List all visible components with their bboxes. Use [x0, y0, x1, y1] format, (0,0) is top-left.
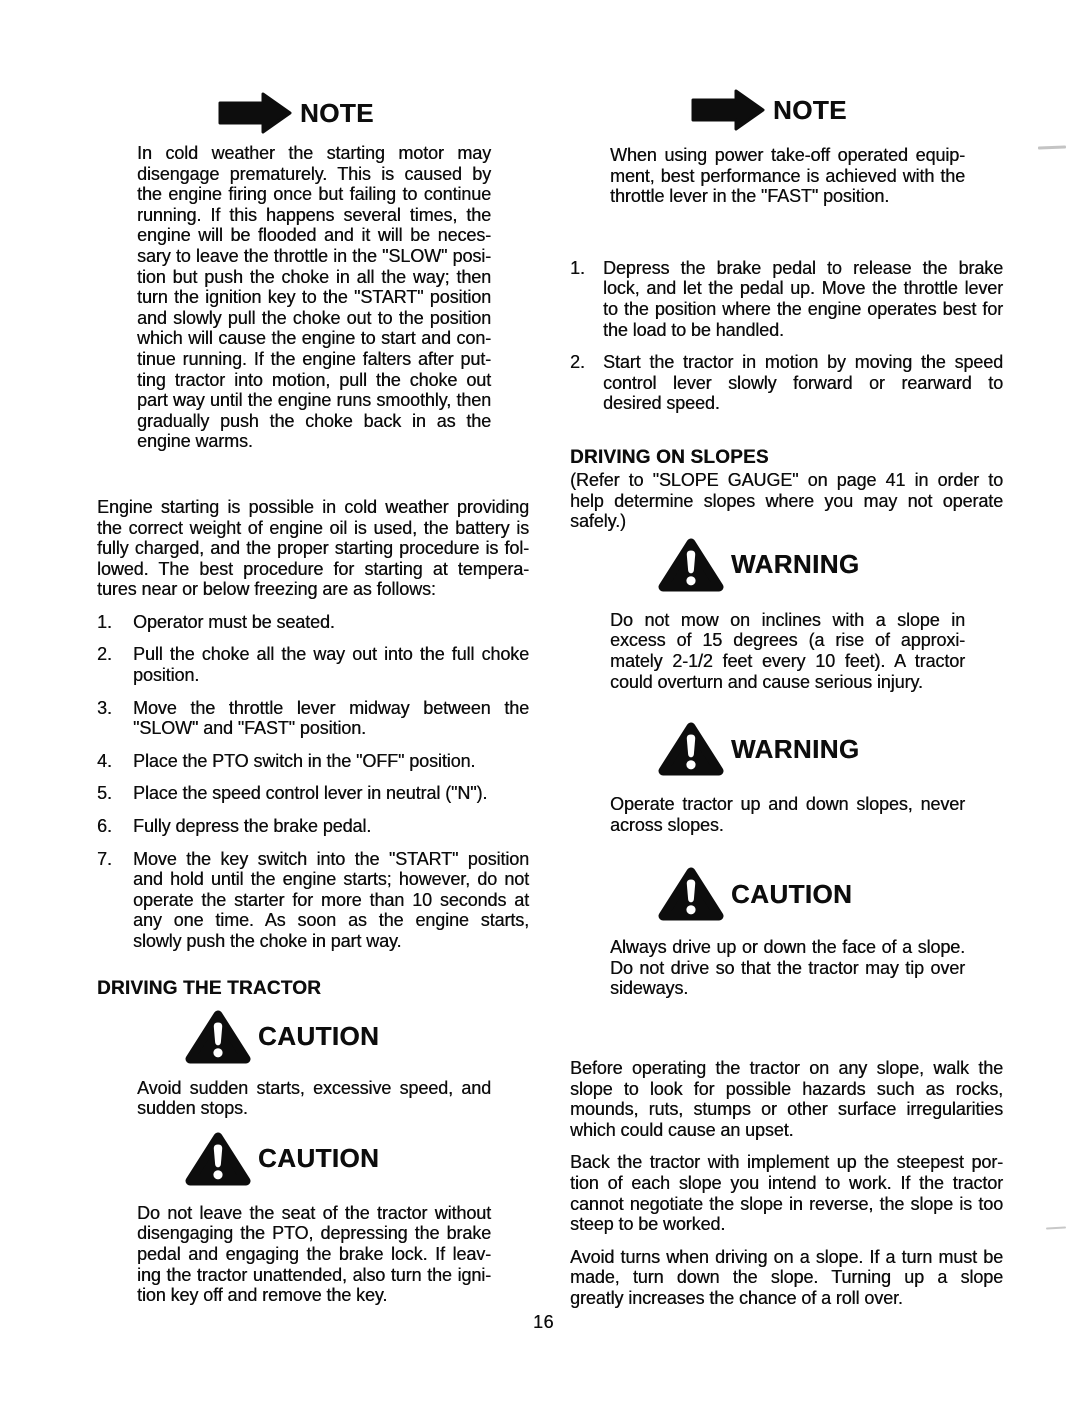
list-item — [97, 816, 529, 837]
always-drive-face-of-slope-paragraph — [610, 937, 965, 999]
driving-on-slopes-heading: DRIVING ON SLOPES — [570, 446, 769, 468]
caution-label: CAUTION — [731, 878, 853, 909]
warning-label: WARNING — [731, 549, 860, 580]
list-item-text — [133, 644, 529, 685]
text-line: tures near or below freezing are as follows: — [97, 579, 436, 600]
list-item — [97, 783, 529, 804]
text-line: Depress the brake pedal to release the brake — [603, 257, 1003, 278]
text-line: to the position where the engine operates best for — [603, 298, 1003, 319]
text-line: engine warms. — [137, 431, 253, 452]
text-line: any one time. As soon as the engine starts, — [133, 910, 529, 931]
text-line: gradually push the choke back in as the — [137, 410, 491, 431]
text-line: excess of 15 degrees (a rise of approxi- — [610, 630, 965, 651]
text-line: the load to be handled. — [603, 319, 784, 340]
text-line: running. If this happens several times, the — [137, 204, 491, 225]
list-item — [97, 849, 529, 952]
back-the-tractor-paragraph — [570, 1152, 1003, 1234]
text-line: Avoid sudden starts, excessive speed, and — [137, 1077, 491, 1098]
text-line: Place the speed control lever in neutral ("N"). — [133, 783, 488, 804]
list-item-text — [603, 258, 1003, 340]
note-arrow-icon — [217, 90, 293, 136]
text-line: slowly push the choke in part way. — [133, 931, 402, 951]
text-line: could overturn and cause serious injury. — [610, 671, 923, 692]
text-line: sary to leave the throttle in the "SLOW" posi- — [137, 245, 491, 266]
warning-triangle-icon — [658, 536, 724, 594]
text-line: ting tractor into motion, pull the choke out — [137, 369, 491, 390]
note-header — [217, 90, 529, 136]
starting-steps-list — [97, 612, 529, 952]
driving-steps-list — [570, 258, 1003, 414]
list-item — [570, 258, 1003, 340]
text-line: Always drive up or down the face of a slope. — [610, 937, 965, 958]
text-line: the engine firing once but failing to continue — [137, 184, 491, 205]
text-line: "SLOW" and "FAST" position. — [133, 718, 366, 739]
text-line: control lever slowly forward or rearward to — [603, 372, 1003, 393]
warning-triangle-icon — [185, 1008, 251, 1066]
driving-the-tractor-heading: DRIVING THE TRACTOR — [97, 977, 322, 999]
list-item-number: 2. — [97, 644, 112, 665]
text-line: steep to be worked. — [570, 1214, 726, 1235]
list-item-text — [603, 352, 1003, 414]
caution-header — [658, 865, 1003, 923]
text-line: fully charged, and the proper starting procedure is fol- — [97, 538, 529, 559]
text-line: Engine starting is possible in cold weather providing — [97, 496, 529, 517]
text-line: When using power take-off operated equip- — [610, 145, 965, 165]
text-line: Do not mow on inclines with a slope in — [610, 609, 965, 630]
left-column — [97, 0, 529, 1306]
warning-header-1 — [658, 536, 1003, 594]
do-not-mow-paragraph — [610, 610, 965, 692]
text-line: tion but push the choke in all the way; then — [137, 266, 491, 287]
caution-label: CAUTION — [258, 1143, 380, 1174]
list-item — [570, 352, 1003, 414]
text-line: position. — [133, 665, 200, 686]
caution-header-2 — [185, 1130, 529, 1188]
pto-note-paragraph — [610, 145, 965, 207]
avoid-turns-paragraph — [570, 1247, 1003, 1309]
text-line: Place the PTO switch in the "OFF" position. — [133, 750, 476, 771]
text-line: Move the throttle lever midway between the — [133, 697, 529, 718]
text-line: cannot negotiate the slope in reverse, the slope is too — [570, 1193, 1003, 1214]
text-line: tion key off and remove the key. — [137, 1285, 388, 1306]
text-line: and hold until the engine starts; however, do not — [133, 869, 529, 890]
list-item-text — [133, 849, 529, 952]
page-number: 16 — [533, 1312, 555, 1332]
text-line: which could cause an upset. — [570, 1119, 794, 1140]
text-line: Operator must be seated. — [133, 611, 335, 632]
list-item-number: 3. — [97, 697, 112, 718]
text-line: disengage prematurely. This is caused by — [137, 163, 491, 184]
text-line: Fully depress the brake pedal. — [133, 816, 372, 837]
before-operating-paragraph — [570, 1058, 1003, 1140]
text-line: ing the tractor unattended, also turn the igni- — [137, 1264, 491, 1285]
text-line: engine will be flooded and it will be neces- — [137, 225, 491, 246]
note-label: NOTE — [773, 94, 847, 125]
list-item-number: 7. — [97, 848, 112, 869]
text-line: Operate tractor up and down slopes, never — [610, 794, 965, 815]
text-line: Start the tractor in motion by moving the speed — [603, 352, 1003, 373]
warning-triangle-icon — [658, 720, 724, 778]
text-line: ment, best performance is achieved with the — [610, 165, 965, 186]
right-column — [570, 0, 1003, 1309]
text-line: Before operating the tractor on any slope, walk the — [570, 1058, 1003, 1079]
text-line: operate the starter for more than 10 seconds at — [133, 889, 529, 910]
engine-starting-paragraph — [97, 497, 529, 600]
text-line: safely.) — [570, 511, 626, 532]
list-item-text — [133, 783, 529, 804]
text-line: disengaging the PTO, depressing the brake — [137, 1223, 491, 1244]
caution-label: CAUTION — [258, 1021, 380, 1052]
text-line: Avoid turns when driving on a slope. If a turn must be — [570, 1246, 1003, 1267]
text-line: the correct weight of engine oil is used, the battery is — [97, 517, 529, 538]
list-item — [97, 751, 529, 772]
do-not-leave-seat-paragraph — [137, 1203, 491, 1306]
text-line: Back the tractor with implement up the steepest por- — [570, 1152, 1003, 1173]
text-line: throttle lever in the "FAST" position. — [610, 186, 890, 207]
text-line: turn the ignition key to the "START" position — [137, 287, 491, 308]
text-line: part way until the engine runs smoothly, then — [137, 390, 491, 411]
text-line: Do not drive so that the tractor may tip over — [610, 957, 965, 978]
text-line: and slowly pull the choke out to the position — [137, 307, 491, 328]
warning-header-2 — [658, 720, 1003, 778]
text-line: Move the key switch into the "START" position — [133, 848, 529, 869]
list-item-number: 1. — [570, 257, 585, 278]
list-item-number: 2. — [570, 352, 585, 373]
warning-label: WARNING — [731, 733, 860, 764]
text-line: which will cause the engine to start and con- — [137, 328, 491, 349]
list-item-number: 1. — [97, 611, 112, 632]
caution-header-1 — [185, 1008, 529, 1066]
text-line: lowed. The best procedure for starting at tempera- — [97, 558, 529, 579]
text-line: sideways. — [610, 978, 689, 999]
warning-triangle-icon — [185, 1130, 251, 1188]
text-line: tion of each slope you intend to work. If the tractor — [570, 1173, 1003, 1194]
text-line: lock, and let the pedal up. Move the throttle lever — [603, 278, 1003, 299]
text-line: Pull the choke all the way out into the full choke — [133, 644, 529, 665]
list-item-number: 6. — [97, 816, 112, 837]
scan-artifact — [1038, 146, 1066, 150]
list-item-text — [133, 751, 529, 772]
list-item-number: 4. — [97, 750, 112, 771]
text-line: In cold weather the starting motor may — [137, 143, 491, 163]
text-line: made, turn down the slope. Turning up a slope — [570, 1267, 1003, 1288]
note-arrow-icon — [690, 87, 766, 133]
text-line: across slopes. — [610, 814, 724, 835]
slope-gauge-reference-paragraph — [570, 470, 1003, 532]
list-item-number: 5. — [97, 783, 112, 804]
note-header — [690, 87, 1003, 133]
note-label: NOTE — [300, 97, 374, 128]
list-item-text — [133, 816, 529, 837]
text-line: tinue running. If the engine falters after put- — [137, 348, 491, 369]
text-line: desired speed. — [603, 393, 720, 414]
list-item-text — [133, 612, 529, 633]
list-item — [97, 644, 529, 685]
cold-weather-note-paragraph — [137, 143, 491, 452]
text-line: Do not leave the seat of the tractor without — [137, 1202, 491, 1223]
text-line: sudden stops. — [137, 1098, 248, 1119]
warning-triangle-icon — [658, 865, 724, 923]
operate-up-down-slopes-paragraph — [610, 794, 965, 835]
text-line: help determine slopes where you may not operate — [570, 490, 1003, 511]
list-item — [97, 612, 529, 633]
text-line: mounds, ruts, stumps or other surface irregularities — [570, 1099, 1003, 1120]
text-line: mately 2-1/2 feet every 10 feet). A tractor — [610, 650, 965, 671]
scan-artifact — [1046, 1226, 1066, 1229]
text-line: (Refer to "SLOPE GAUGE" on page 41 in order to — [570, 469, 1003, 490]
text-line: greatly increases the chance of a roll over. — [570, 1288, 903, 1308]
list-item — [97, 698, 529, 739]
text-line: pedal and engaging the brake lock. If leav- — [137, 1243, 491, 1264]
text-line: slope to look for possible hazards such as rocks, — [570, 1078, 1003, 1099]
list-item-text — [133, 698, 529, 739]
avoid-sudden-starts-paragraph — [137, 1078, 491, 1119]
